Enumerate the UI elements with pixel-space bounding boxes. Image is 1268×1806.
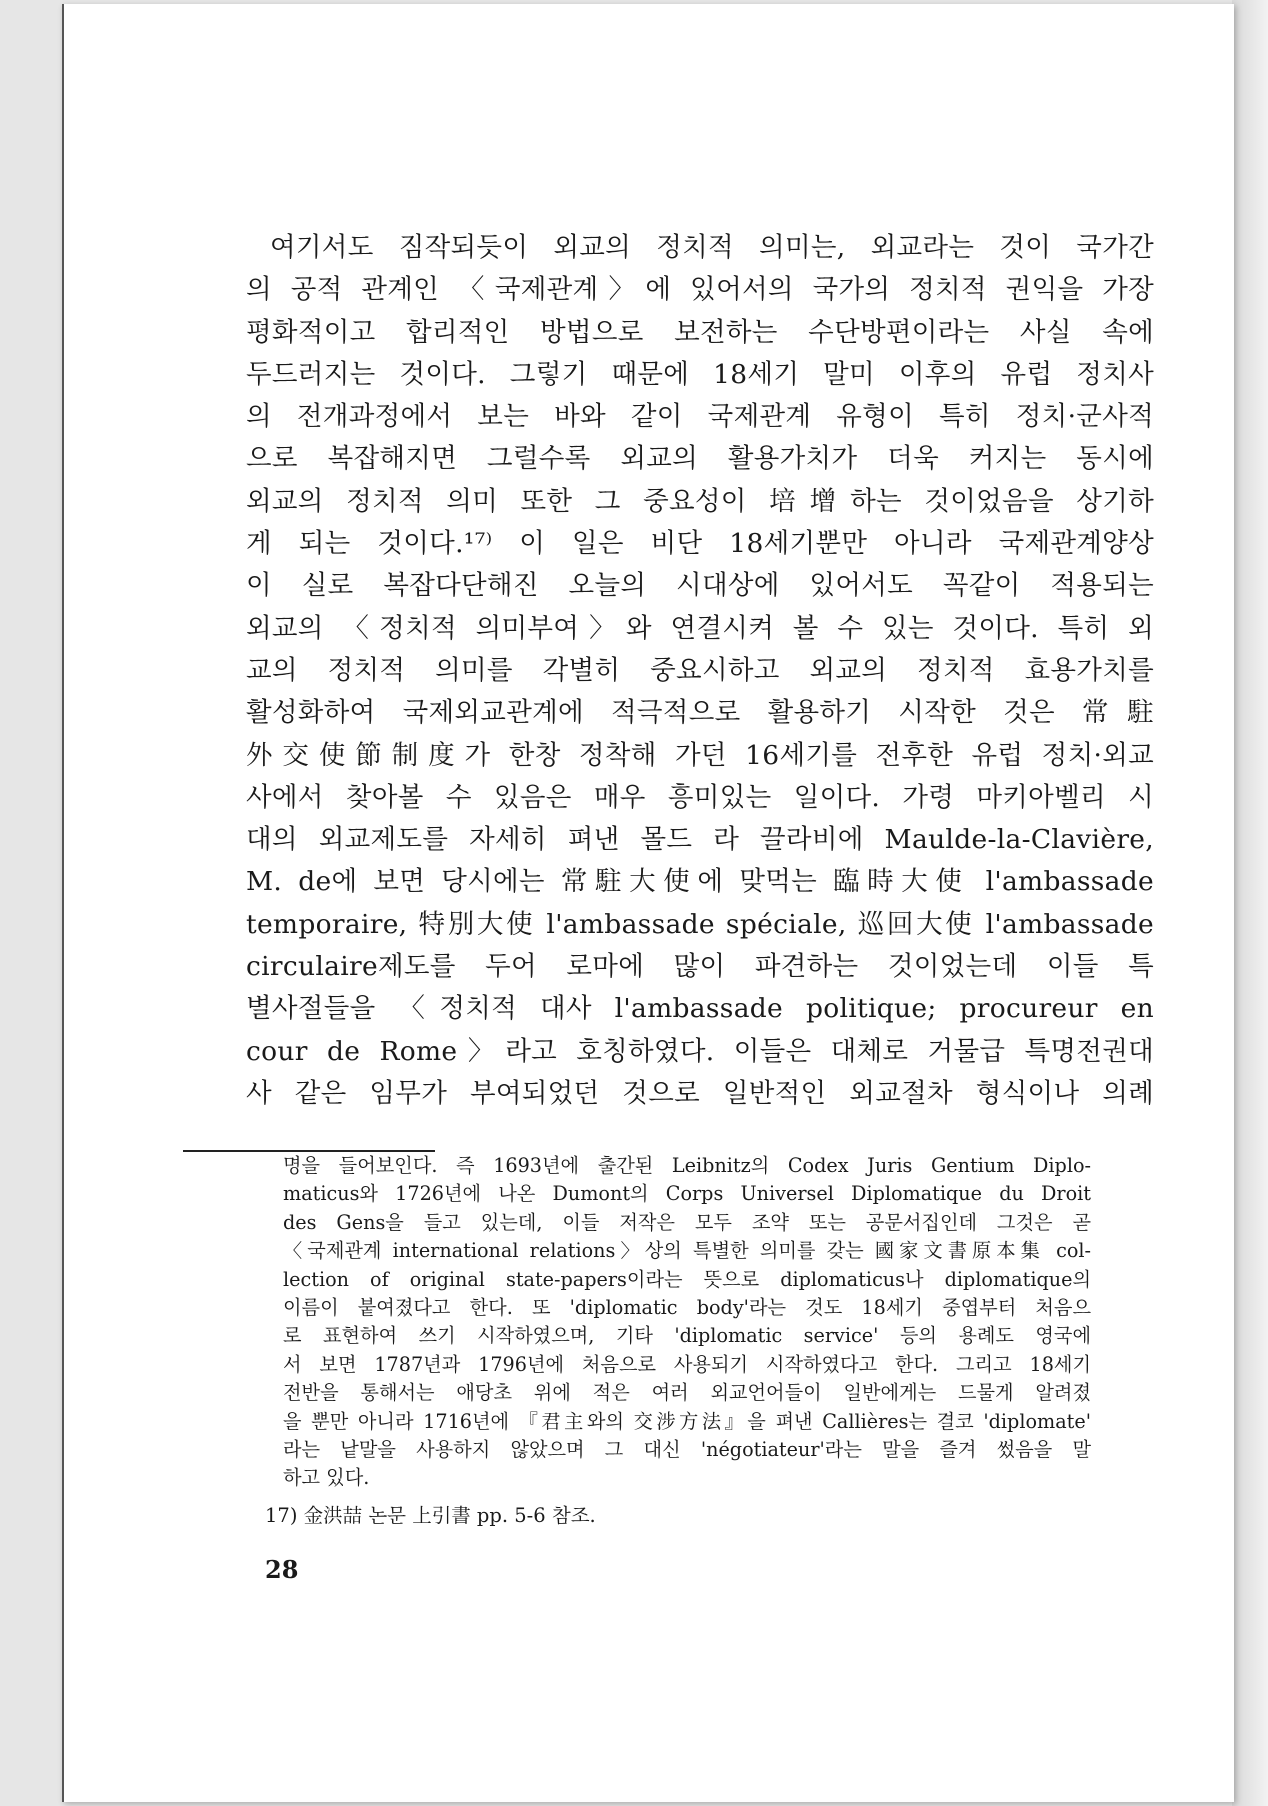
footnote-line: 하고 있다. (283, 1466, 370, 1490)
body-text (246, 227, 1154, 1115)
footnote-line: lection of original state-papers이라는 뜻으로 diplomaticus나 diplomatique의 (283, 1267, 1091, 1291)
document-page (62, 4, 1234, 1802)
body-line: 의 전개과정에서 보는 바와 같이 국제관계 유형이 특히 정치·군사적 (246, 401, 1154, 433)
body-line: circulaire제도를 두어 로마에 많이 파견하는 것이었는데 이들 특 (246, 951, 1154, 983)
body-line: 교의 정치적 의미를 각별히 중요시하고 외교의 정치적 효용가치를 (246, 654, 1154, 686)
body-line: 평화적이고 합리적인 방법으로 보전하는 수단방편이라는 사실 속에 (246, 316, 1154, 348)
body-line: 외교의 정치적 의미 또한 그 중요성이 培增하는 것이었음을 상기하 (246, 485, 1154, 517)
body-line: 게 되는 것이다.¹⁷⁾ 이 일은 비단 18세기뿐만 아니라 국제관계양상 (246, 528, 1154, 560)
footnote-line: 서 보면 1787년과 1796년에 처음으로 사용되기 시작하였다고 한다. 그리고 18세기 (283, 1352, 1091, 1376)
body-line: 두드러지는 것이다. 그렇기 때문에 18세기 말미 이후의 유럽 정치사 (246, 358, 1154, 390)
page-edge (1232, 0, 1268, 1806)
footnote-line: des Gens을 들고 있는데, 이들 저작은 모두 조약 또는 공문서집인데 그것은 곧 (283, 1210, 1091, 1234)
body-line: 별사절들을 〈정치적 대사 l'ambassade politique; procureur en (246, 993, 1154, 1025)
footnote-line: maticus와 1726년에 나온 Dumont의 Corps Universel Diplomatique du Droit (283, 1182, 1091, 1206)
body-line: temporaire, 特別大使 l'ambassade spéciale, 巡回大使 l'ambassade (246, 908, 1154, 940)
body-line: 으로 복잡해지면 그럴수록 외교의 활용가치가 더욱 커지는 동시에 (246, 443, 1154, 475)
body-line: 의 공적 관계인 〈국제관계〉에 있어서의 국가의 정치적 권익을 가장 (246, 274, 1154, 306)
body-line: M. de에 보면 당시에는 常駐大使에 맞먹는 臨時大使 l'ambassade (246, 866, 1154, 898)
body-line: 활성화하여 국제외교관계에 적극적으로 활용하기 시작한 것은 常駐 (246, 697, 1154, 729)
footnote-line: 〈국제관계 international relations〉상의 특별한 의미를 갖는 國家文書原本集 col- (283, 1239, 1091, 1263)
body-line: 사에서 찾아볼 수 있음은 매우 흥미있는 일이다. 가령 마키아벨리 시 (246, 781, 1154, 813)
body-line: 사 같은 임무가 부여되었던 것으로 일반적인 외교절차 형식이나 의례 (246, 1077, 1154, 1109)
body-line: cour de Rome〉라고 호칭하였다. 이들은 대체로 거물급 특명전권대 (246, 1035, 1154, 1067)
footnote-line: 라는 낱말을 사용하지 않았으며 그 대신 'négotiateur'라는 말을 즐겨 썼음을 말 (283, 1437, 1091, 1461)
footnote-line: 명을 들어보인다. 즉 1693년에 출간된 Leibnitz의 Codex Juris Gentium Diplo- (283, 1154, 1091, 1177)
body-line: 이 실로 복잡다단해진 오늘의 시대상에 있어서도 꼭같이 적용되는 (246, 570, 1154, 602)
footnote-line: 을 뿐만 아니라 1716년에 『君主와의 交涉方法』을 펴낸 Callières는 결코 'diplomate' (283, 1409, 1091, 1433)
footnote-line: 이름이 붙여졌다고 한다. 또 'diplomatic body'라는 것도 18세기 중엽부터 처음으 (283, 1295, 1091, 1319)
body-line: 대의 외교제도를 자세히 펴낸 몰드 라 끌라비에 Maulde-la-Clavière, (246, 824, 1154, 856)
footnote-line: 로 표현하여 쓰기 시작하였으며, 기타 'diplomatic service' 등의 용례도 영국에 (283, 1324, 1091, 1348)
body-line: 외교의 〈정치적 의미부여〉와 연결시켜 볼 수 있는 것이다. 특히 외 (246, 612, 1154, 644)
footnote-line: 전반을 통해서는 애당초 위에 적은 여러 외교언어들이 일반에게는 드물게 알려졌 (283, 1381, 1091, 1405)
footnote-block (283, 1152, 1091, 1493)
page-number: 28 (265, 1555, 299, 1584)
body-line: 外交使節制度가 한창 정착해 가던 16세기를 전후한 유럽 정치·외교 (246, 739, 1154, 771)
body-line: 여기서도 짐작되듯이 외교의 정치적 의미는, 외교라는 것이 국가간 (270, 232, 1154, 263)
footnote-17: 17) 金洪喆 논문 上引書 pp. 5-6 참조. (265, 1504, 596, 1527)
